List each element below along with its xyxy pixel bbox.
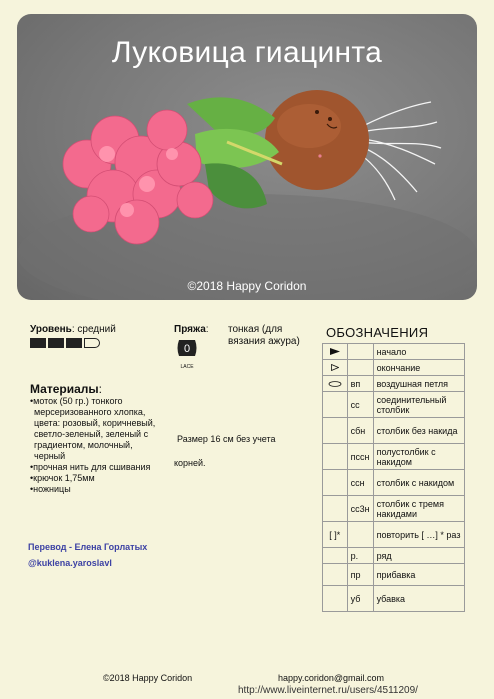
level-bar-1 (30, 338, 46, 348)
list-item: • моток (50 гр.) тонкого мерсеризованного хлопка, цвета: розовый, коричневый, светло-зеленый, зеленый с градиентом, молочный, черный (30, 396, 160, 462)
legend-name: столбик с тремя накидами (373, 496, 464, 522)
hero-photo (17, 14, 477, 300)
table-row (323, 496, 465, 522)
social-handle: @kuklena.yaroslavl (28, 558, 112, 568)
legend-name: столбик с накидом (373, 470, 464, 496)
yarn-icon-number: 0 (183, 343, 191, 355)
legend-name: прибавка (373, 564, 464, 586)
table-row (323, 360, 465, 376)
level-bar-2 (48, 338, 64, 348)
table-row (323, 418, 465, 444)
outline-triangle-icon (323, 360, 348, 376)
legend-abbr: р. (347, 548, 373, 564)
hero-copyright: ©2018 Happy Coridon (187, 279, 307, 293)
size-line-2: корней. (174, 458, 206, 468)
legend-name: полустолбик с накидом (373, 444, 464, 470)
legend-name: соединительный столбик (373, 392, 464, 418)
legend-abbr: сс (347, 392, 373, 418)
materials-title: Материалы: (30, 382, 102, 396)
level-value: : средний (71, 324, 116, 335)
legend-table (322, 343, 465, 612)
table-row (323, 586, 465, 612)
level-label: Уровень (30, 324, 72, 335)
repeat-symbol: [ ]* (323, 522, 348, 548)
materials-list (30, 396, 160, 495)
legend-abbr: сбн (347, 418, 373, 444)
legend-abbr: сс3н (347, 496, 373, 522)
level-bar-4 (84, 338, 100, 348)
table-row (323, 548, 465, 564)
watermark-url: http://www.liveinternet.ru/users/4511209/ (238, 685, 418, 696)
yarn-weight-icon (176, 338, 198, 370)
table-row (323, 444, 465, 470)
level-line (30, 324, 116, 335)
legend-name: столбик без накида (373, 418, 464, 444)
chain-loop-icon (323, 376, 348, 392)
page-title: Луковица гиацинта (111, 36, 383, 69)
legend-abbr (347, 360, 373, 376)
legend-name: повторить [ …] * раз (373, 522, 464, 548)
legend-name: ряд (373, 548, 464, 564)
footer-email[interactable]: happy.coridon@gmail.com (278, 673, 385, 683)
table-row (323, 392, 465, 418)
size-line-1: Размер 16 см без учета (177, 434, 276, 444)
table-row (323, 470, 465, 496)
level-indicator (30, 338, 100, 348)
table-row (323, 522, 465, 548)
table-row (323, 376, 465, 392)
legend-abbr: вп (347, 376, 373, 392)
legend-abbr: пссн (347, 444, 373, 470)
list-item: • прочная нить для сшивания (30, 462, 160, 473)
yarn-icon-caption: LACE (180, 364, 194, 370)
legend-name: убавка (373, 586, 464, 612)
legend-abbr (347, 344, 373, 360)
footer-copyright: ©2018 Happy Coridon (103, 673, 193, 683)
table-row (323, 344, 465, 360)
legend-title: ОБОЗНАЧЕНИЯ (326, 325, 429, 340)
table-row (323, 564, 465, 586)
list-item: • ножницы (30, 484, 160, 495)
legend-name: окончание (373, 360, 464, 376)
legend-name: воздушная петля (373, 376, 464, 392)
yarn-label: Пряжа (174, 324, 206, 335)
roots-icon (357, 102, 441, 200)
legend-abbr: уб (347, 586, 373, 612)
list-item: • крючок 1,75мм (30, 473, 160, 484)
yarn-label-line: Пряжа: (174, 324, 209, 335)
legend-name: начало (373, 344, 464, 360)
legend-abbr: пр (347, 564, 373, 586)
translation-credit: Перевод - Елена Горлатых (28, 542, 148, 552)
yarn-value: тонкая (для вязания ажура) (228, 324, 300, 347)
filled-triangle-icon (323, 344, 348, 360)
level-bar-3 (66, 338, 82, 348)
legend-abbr: ссн (347, 470, 373, 496)
